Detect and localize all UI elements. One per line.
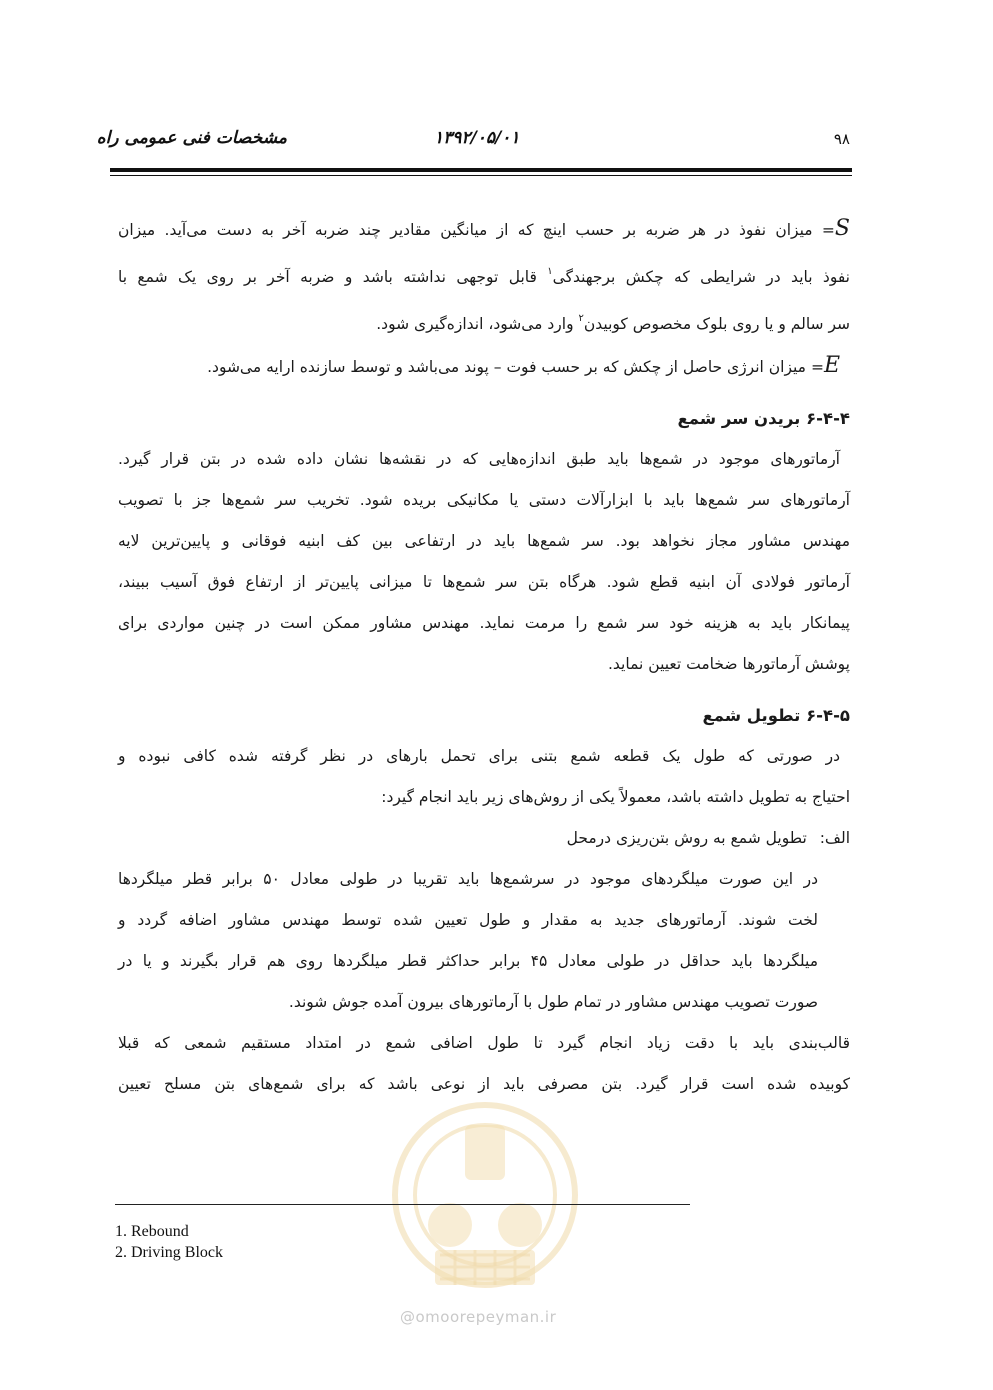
- watermark-site-text: @omoorepeyman.ir: [400, 1308, 557, 1326]
- definition-s-line2: نفوذ باید در شرایطی که چکش برجهندگی$^۱$ قابل توجهی نداشته باشد و ضربه آخر بر روی یک شمع با: [118, 266, 850, 286]
- footnote-ref-1: ۱: [547, 266, 553, 277]
- item-alef-line: در این صورت میلگردهای موجود در سرشمع‌ها باید تقریبا در طولی معادل ۵۰ برابر قطر میلگردها: [118, 870, 818, 888]
- section5-intro-line: احتیاج به تطویل داشته باشد، معمولاً یکی از روش‌های زیر باید انجام گیرد:: [381, 788, 850, 806]
- definition-s-line1: S= میزان نفوذ در هر ضربه بر حسب اینچ که از میانگین مقادیر چند ضربه آخر به دست می‌آید. میزان: [118, 216, 850, 241]
- symbol-s: S: [834, 216, 850, 241]
- item-alef-label: الف:: [819, 829, 850, 847]
- item-alef-line: میلگردها باید حداقل در طولی معادل ۴۵ برابر حداکثر قطر میلگردها روی هم قرار بگیرند و یا در: [118, 952, 818, 970]
- definition-e-line: E= میزان انرژی حاصل از چکش که بر حسب فوت – پوند می‌باشد و توسط سازنده ارایه می‌شود.: [207, 353, 840, 378]
- section4-line: مهندس مشاور مجاز نخواهد بود. سر شمع‌ها باید در ارتفاعی بین کف ابنیه فوقانی و پایین‌ترین لایه: [118, 532, 850, 550]
- footnote-1: 1. Rebound: [115, 1223, 189, 1240]
- section4-line: آرماتور فولادی آن ابنیه قطع شود. هرگاه بتن سر شمع‌ها تا میزانی پایین‌تر از ارتفاع فوق آسیب ببیند،: [118, 573, 850, 591]
- header-date: ۱۳۹۲/۰۵/۰۱: [434, 128, 520, 148]
- header-rule-thick: [110, 168, 852, 172]
- header-rule-thin: [110, 175, 852, 176]
- footnote-2: 2. Driving Block: [115, 1244, 223, 1261]
- s-equals: =: [821, 221, 835, 239]
- footnote-rule: [115, 1204, 690, 1205]
- body-text: [118, 208, 850, 1105]
- definition-s-line3: سر سالم و یا روی بلوک مخصوص کوبیدن$^۲$ وارد می‌شود، اندازه‌گیری شود.: [376, 313, 850, 333]
- section-heading-cut-pile-head: ۶-۴-۴ بریدن سر شمع: [677, 409, 850, 428]
- item-alef-line: صورت تصویب مهندس مشاور در تمام طول با آرماتورهای بیرون آمده جوش شوند.: [288, 993, 818, 1011]
- footnote-ref-2: ۲: [578, 313, 584, 324]
- e-equals: =: [810, 358, 824, 376]
- section4-line: پیمانکار باید به هزینه خود سر شمع را مرمت نماید. مهندس مشاور ممکن است در چنین مواردی برای: [118, 614, 850, 632]
- item-alef: [118, 818, 850, 859]
- item-alef-line: لخت شوند. آرماتورهای جدید به مقدار و طول تعیین شده توسط مهندس مشاور اضافه گردد و: [118, 911, 818, 929]
- section4-line: آرماتورهای سر شمع‌ها باید با ابزارآلات دستی یا مکانیکی بریده شود. تخریب سر شمع‌ها جز با تصویب: [118, 491, 850, 509]
- watermark-logo: [380, 1085, 590, 1330]
- closing-line: قالب‌بندی باید با دقت زیاد انجام گیرد تا طول اضافی شمع در امتداد مستقیم شمعی که قبلا: [118, 1034, 850, 1052]
- section-heading-pile-extension: ۶-۴-۵ تطویل شمع: [702, 706, 850, 725]
- item-alef-title: تطویل شمع به روش بتن‌ریزی درمحل: [566, 829, 807, 847]
- section4-line: پوشش آرماتورها ضخامت تعیین نماید.: [607, 655, 850, 673]
- header-title: مشخصات فنی عمومی راه: [96, 128, 287, 148]
- closing-line: کوبیده شده است قرار گیرد. بتن مصرفی باید از نوعی باشد که برای شمع‌های بتن مسلح تعیین: [118, 1075, 850, 1093]
- page-header: [96, 128, 850, 162]
- section5-intro-line: در صورتی که طول یک قطعه شمع بتنی برای تحمل بارهای در نظر گرفته شده کافی نبوده و: [118, 747, 840, 765]
- section4-line: آرماتورهای موجود در شمع‌ها باید طبق اندازه‌هایی که در نقشه‌ها نشان داده شده در بتن قرار گیرد.: [118, 450, 840, 468]
- symbol-e: E: [823, 353, 840, 378]
- page-number: ۹۸: [833, 130, 850, 148]
- footnotes: [115, 1221, 223, 1263]
